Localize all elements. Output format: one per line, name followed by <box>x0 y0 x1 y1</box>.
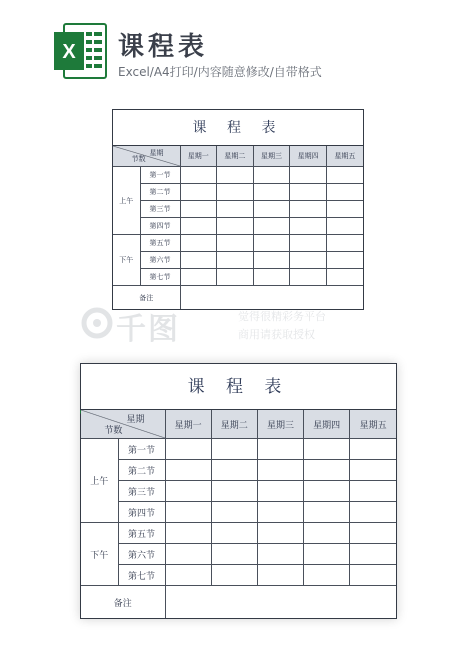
period-label: 第二节 <box>140 184 180 201</box>
page-subtitle: Excel/A4打印/内容随意修改/自带格式 <box>118 65 322 79</box>
class-cell[interactable] <box>257 502 303 523</box>
period-label: 第三节 <box>118 481 165 502</box>
class-cell[interactable] <box>217 201 254 218</box>
class-cell[interactable] <box>253 201 290 218</box>
watermark-brand: 千图 <box>116 312 180 347</box>
afternoon-label: 下午 <box>81 523 118 586</box>
class-cell[interactable] <box>350 565 396 586</box>
class-cell[interactable] <box>350 481 396 502</box>
class-cell[interactable] <box>165 565 211 586</box>
class-cell[interactable] <box>165 544 211 565</box>
class-cell[interactable] <box>290 167 327 184</box>
morning-label: 上午 <box>113 167 140 235</box>
class-cell[interactable] <box>304 439 350 460</box>
class-cell[interactable] <box>326 218 363 235</box>
morning-label: 上午 <box>81 439 118 523</box>
period-label: 第四节 <box>118 502 165 523</box>
class-cell[interactable] <box>253 167 290 184</box>
class-cell[interactable] <box>350 523 396 544</box>
corner-cell <box>81 410 165 439</box>
class-cell[interactable] <box>211 460 257 481</box>
schedule-table <box>113 146 363 309</box>
notes-cell[interactable] <box>165 586 396 619</box>
class-cell[interactable] <box>165 481 211 502</box>
day-header: 星期四 <box>304 410 350 439</box>
class-cell[interactable] <box>304 481 350 502</box>
class-cell[interactable] <box>211 544 257 565</box>
class-cell[interactable] <box>350 460 396 481</box>
class-cell[interactable] <box>180 184 217 201</box>
class-cell[interactable] <box>326 269 363 286</box>
day-header: 星期五 <box>350 410 396 439</box>
class-cell[interactable] <box>257 523 303 544</box>
schedule-table <box>81 410 396 618</box>
excel-file-icon <box>52 22 108 80</box>
class-cell[interactable] <box>217 167 254 184</box>
notes-label: 备注 <box>81 586 165 619</box>
class-cell[interactable] <box>180 252 217 269</box>
class-cell[interactable] <box>211 439 257 460</box>
notes-cell[interactable] <box>180 286 363 310</box>
day-header: 星期一 <box>165 410 211 439</box>
class-cell[interactable] <box>180 201 217 218</box>
class-cell[interactable] <box>217 235 254 252</box>
class-cell[interactable] <box>326 252 363 269</box>
schedule-preview-small <box>112 109 364 310</box>
period-label: 第六节 <box>118 544 165 565</box>
class-cell[interactable] <box>253 218 290 235</box>
class-cell[interactable] <box>211 523 257 544</box>
watermark-logo-icon <box>80 306 114 340</box>
class-cell[interactable] <box>350 502 396 523</box>
corner-cell <box>113 146 180 167</box>
class-cell[interactable] <box>217 218 254 235</box>
class-cell[interactable] <box>350 544 396 565</box>
corner-weekday-label: 星期 <box>149 149 164 157</box>
corner-period-label: 节数 <box>131 155 146 163</box>
class-cell[interactable] <box>290 235 327 252</box>
class-cell[interactable] <box>253 184 290 201</box>
schedule-title: 课 程 表 <box>113 110 363 146</box>
class-cell[interactable] <box>257 544 303 565</box>
period-label: 第三节 <box>140 201 180 218</box>
class-cell[interactable] <box>257 565 303 586</box>
class-cell[interactable] <box>290 184 327 201</box>
class-cell[interactable] <box>165 502 211 523</box>
notes-label: 备注 <box>113 286 180 310</box>
class-cell[interactable] <box>180 218 217 235</box>
class-cell[interactable] <box>165 523 211 544</box>
class-cell[interactable] <box>290 201 327 218</box>
period-label: 第五节 <box>118 523 165 544</box>
class-cell[interactable] <box>304 523 350 544</box>
day-header: 星期二 <box>217 146 254 167</box>
class-cell[interactable] <box>217 252 254 269</box>
class-cell[interactable] <box>211 481 257 502</box>
class-cell[interactable] <box>257 439 303 460</box>
class-cell[interactable] <box>211 502 257 523</box>
day-header: 星期三 <box>257 410 303 439</box>
class-cell[interactable] <box>326 201 363 218</box>
class-cell[interactable] <box>290 252 327 269</box>
class-cell[interactable] <box>253 269 290 286</box>
watermark-line2: 商用请获取授权 <box>238 328 315 341</box>
class-cell[interactable] <box>304 544 350 565</box>
class-cell[interactable] <box>165 460 211 481</box>
period-label: 第一节 <box>140 167 180 184</box>
period-label: 第七节 <box>118 565 165 586</box>
class-cell[interactable] <box>165 439 211 460</box>
class-cell[interactable] <box>326 184 363 201</box>
class-cell[interactable] <box>326 235 363 252</box>
class-cell[interactable] <box>290 269 327 286</box>
page-title: 课程表 <box>118 32 209 62</box>
class-cell[interactable] <box>304 565 350 586</box>
class-cell[interactable] <box>290 218 327 235</box>
class-cell[interactable] <box>253 235 290 252</box>
period-label: 第六节 <box>140 252 180 269</box>
class-cell[interactable] <box>217 184 254 201</box>
class-cell[interactable] <box>350 439 396 460</box>
class-cell[interactable] <box>217 269 254 286</box>
class-cell[interactable] <box>304 502 350 523</box>
class-cell[interactable] <box>257 481 303 502</box>
day-header: 星期五 <box>326 146 363 167</box>
period-label: 第四节 <box>140 218 180 235</box>
day-header: 星期一 <box>180 146 217 167</box>
logo-letter: X <box>62 41 76 63</box>
schedule-sheet-large <box>80 363 397 619</box>
corner-period-label: 节数 <box>104 426 123 436</box>
watermark-line1: 觉得很精彩务平台 <box>238 310 326 323</box>
class-cell[interactable] <box>180 269 217 286</box>
class-cell[interactable] <box>211 565 257 586</box>
period-label: 第五节 <box>140 235 180 252</box>
class-cell[interactable] <box>257 460 303 481</box>
class-cell[interactable] <box>180 167 217 184</box>
class-cell[interactable] <box>253 252 290 269</box>
corner-weekday-label: 星期 <box>126 415 145 425</box>
day-header: 星期三 <box>253 146 290 167</box>
period-label: 第二节 <box>118 460 165 481</box>
day-header: 星期二 <box>211 410 257 439</box>
afternoon-label: 下午 <box>113 235 140 286</box>
schedule-title: 课 程 表 <box>81 364 396 410</box>
class-cell[interactable] <box>326 167 363 184</box>
day-header: 星期四 <box>290 146 327 167</box>
class-cell[interactable] <box>180 235 217 252</box>
period-label: 第一节 <box>118 439 165 460</box>
class-cell[interactable] <box>304 460 350 481</box>
period-label: 第七节 <box>140 269 180 286</box>
